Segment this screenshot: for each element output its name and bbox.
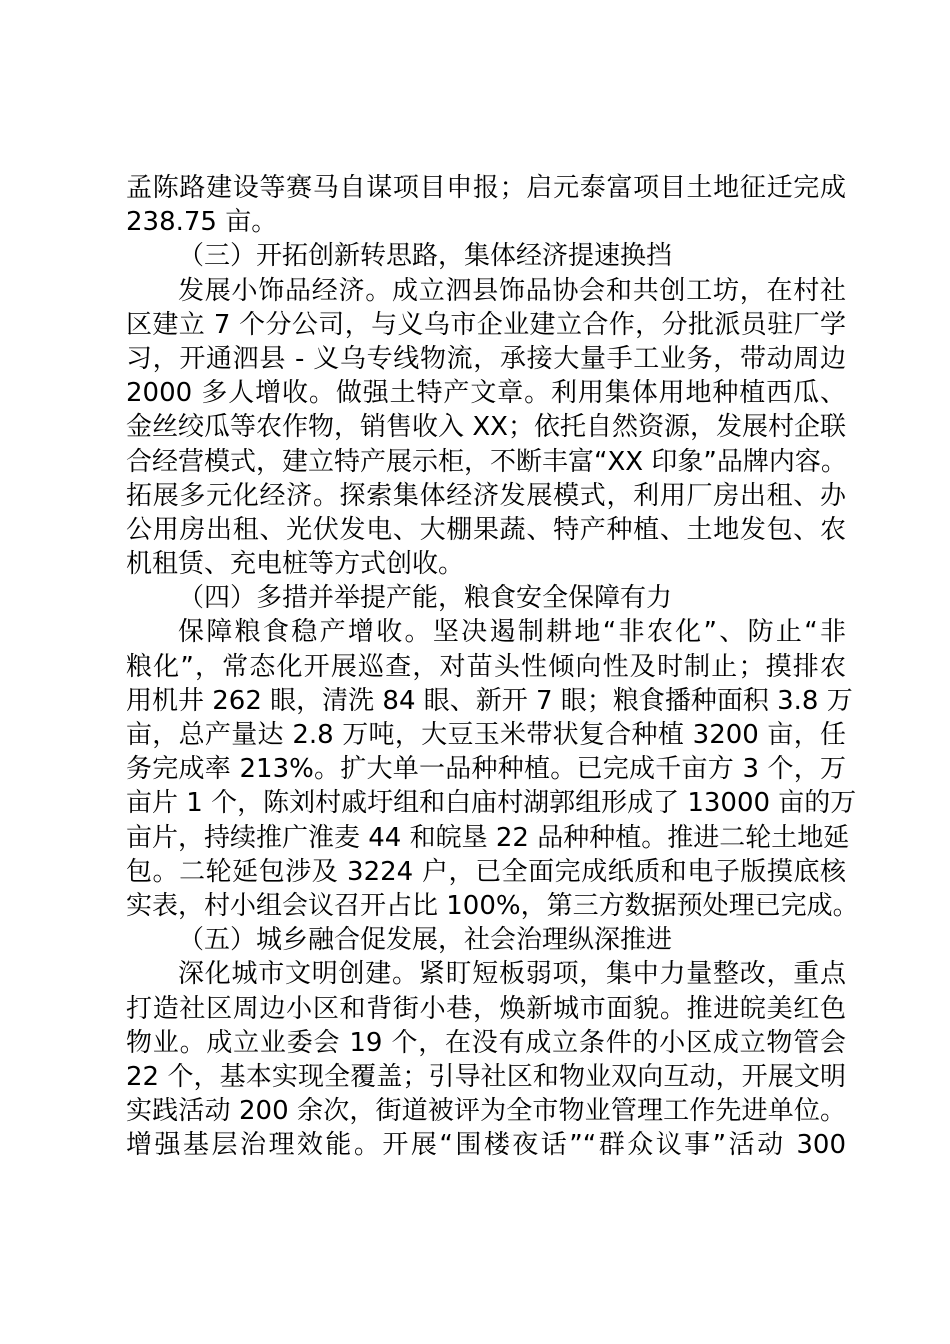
text-line: 用机井 262 眼，清洗 84 眼、新开 7 眼；粮食播种面积 3.8 万 — [126, 685, 853, 716]
text-line: 机租赁、充电桩等方式创收。 — [126, 549, 465, 580]
text-line: 习，开通泗县 - 义乌专线物流，承接大量手工业务，带动周边 — [126, 343, 846, 374]
text-line: 打造社区周边小区和背街小巷，焕新城市面貌。推进皖美红色 — [126, 993, 846, 1024]
text-line: 金丝绞瓜等农作物，销售收入 XX；依托自然资源，发展村企联 — [126, 412, 846, 443]
text-line: 亩片 1 个，陈刘村戚圩组和白庙村湖郭组形成了 13000 亩的万 — [126, 788, 857, 819]
text-line: 增强基层治理效能。开展“围楼夜话”“群众议事”活动 300 — [126, 1130, 846, 1161]
text-line: 实践活动 200 余次，街道被评为全市物业管理工作先进单位。 — [126, 1096, 846, 1127]
text-line: 务完成率 213%。扩大单一品种种植。已完成千亩方 3 个，万 — [126, 754, 846, 785]
text-line: 包。二轮延包涉及 3224 户，已全面完成纸质和电子版摸底核 — [126, 856, 846, 887]
text-line: 22 个，基本实现全覆盖；引导社区和物业双向互动，开展文明 — [126, 1061, 846, 1092]
paragraph-first-line: 深化城市文明创建。紧盯短板弱项，集中力量整改，重点 — [178, 959, 846, 990]
paragraph-first-line: 发展小饰品经济。成立泗县饰品协会和共创工坊，在村社 — [178, 275, 846, 306]
text-line: 拓展多元化经济。探索集体经济发展模式，利用厂房出租、办 — [126, 480, 846, 511]
section-heading: （五）城乡融合促发展，社会治理纵深推进 — [178, 925, 673, 956]
section-heading: （三）开拓创新转思路，集体经济提速换挡 — [178, 241, 673, 272]
text-line: 粮化”，常态化开展巡查，对苗头性倾向性及时制止；摸排农 — [126, 651, 846, 682]
paragraph-first-line: 保障粮食稳产增收。坚决遏制耕地“非农化”、防止“非 — [178, 617, 846, 648]
document-body — [126, 171, 859, 1162]
text-line: 238.75 亩。 — [126, 207, 278, 238]
text-line: 孟陈路建设等赛马自谋项目申报；启元泰富项目土地征迁完成 — [126, 173, 846, 203]
text-line: 公用房出租、光伏发电、大棚果蔬、特产种植、土地发包、农 — [126, 514, 846, 545]
text-line: 实表，村小组会议召开占比 100%，第三方数据预处理已完成。 — [126, 890, 859, 921]
text-line: 2000 多人增收。做强土特产文章。利用集体用地种植西瓜、 — [126, 378, 846, 409]
text-line: 亩，总产量达 2.8 万吨，大豆玉米带状复合种植 3200 亩，任 — [126, 720, 846, 750]
section-heading: （四）多措并举提产能，粮食安全保障有力 — [178, 583, 673, 614]
text-line: 合经营模式，建立特产展示柜，不断丰富“XX 印象”品牌内容。 — [126, 446, 847, 477]
text-line: 物业。成立业委会 19 个，在没有成立条件的小区成立物管会 — [126, 1027, 846, 1058]
text-line: 亩片，持续推广淮麦 44 和皖垦 22 品种种植。推进二轮土地延 — [126, 822, 850, 853]
text-line: 区建立 7 个分公司，与义乌市企业建立合作，分批派员驻厂学 — [126, 309, 846, 340]
